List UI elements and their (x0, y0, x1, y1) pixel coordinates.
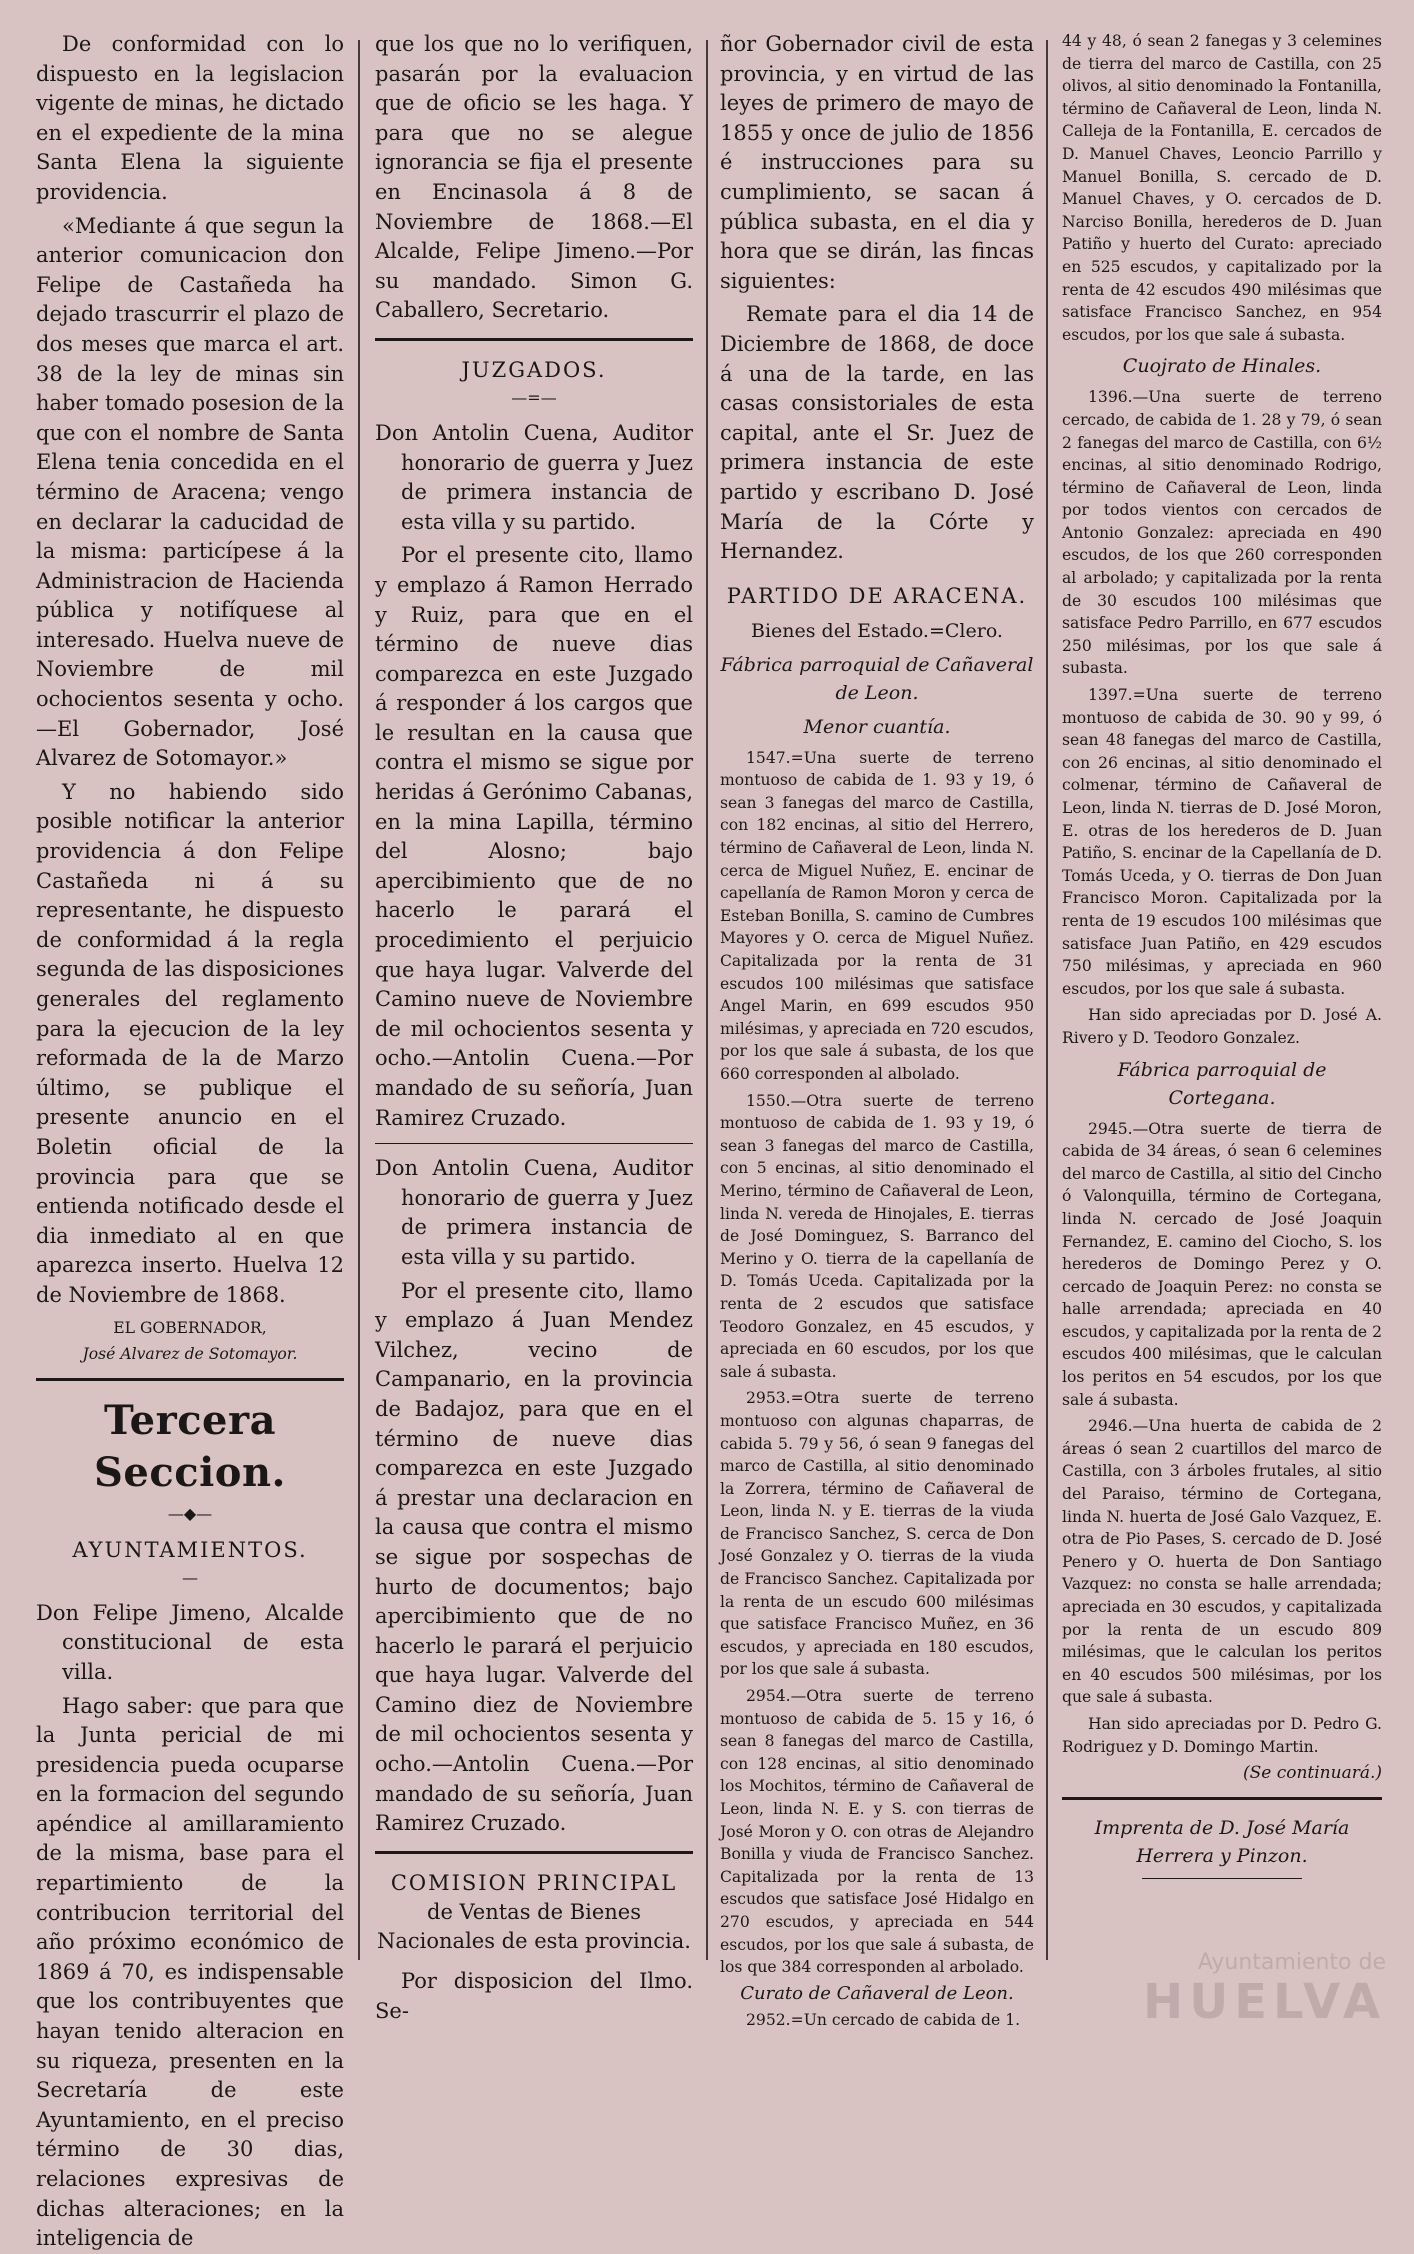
section-divider (375, 1851, 693, 1854)
paragraph: ñor Gobernador civil de esta provincia, y en virtud de las leyes de primero de mayo de 1855 y once de julio de 1856 é instrucciones para su cumplimiento, se sacan á pública subasta, en el dia y hora que se dirán, las fincas siguientes: (720, 32, 1034, 293)
column-4 (1062, 30, 1382, 2040)
section-subheading: AYUNTAMIENTOS. (72, 1537, 308, 1562)
listing-entry: 2952.=Un cercado de cabida de 1. (746, 2011, 1021, 2030)
listing-entry: 2945.—Otra suerte de tierra de cabida de 34 áreas, ó sean 6 celemines del marco de Castilla, al sitio del Cincho ó Valonquilla, término de Cortegana, linda N. cercado de José Joaquin Fernandez, E. camino del Ciocho, S. los herederos de Domingo Perez y O. cercado de Joaquin Perez: no consta se halle arrendada; apreciada en 40 escudos, y capitalizada por la renta de 2 escudos 400 milésimas, que le calculan los peritos en 54 escudos, por los que sale á subasta. (1062, 1119, 1382, 1409)
continuation-note: (Se continuará.) (1242, 1763, 1382, 1784)
divider (1142, 1878, 1302, 1879)
ornament: — (182, 1567, 198, 1587)
paragraph: De conformidad con lo dispuesto en la legislacion vigente de minas, he dictado en el expediente de la mina Santa Elena la siguiente providencia. (36, 32, 344, 204)
section-heading: COMISION PRINCIPAL (390, 1870, 678, 1895)
paragraph: Don Antolin Cuena, Auditor honorario de guerra y Juez de primera instancia de esta villa y su partido. (375, 1156, 693, 1269)
column-3 (720, 30, 1034, 2040)
paragraph: que los que no lo verifiquen, pasarán por la evaluacion que de oficio se les haga. Y para que no se alegue ignorancia se fija el presente en Encinasola á 8 de Noviembre de 1868.—El Alcalde, Felipe Jimeno.—Por su mandado. Simon G. Caballero, Secretario. (375, 32, 693, 323)
paragraph: Remate para el dia 14 de Diciembre de 1868, de doce á una de la tarde, en las casas consistoriales de esta capital, ante el Sr. Juez de primera instancia de este partido y escribano D. José María de la Córte y Hernandez. (720, 302, 1034, 564)
subheading: Cuojrato de Hinales. (1122, 355, 1322, 378)
watermark-logo-text: HUELVA (1143, 1974, 1386, 2030)
subheading: Menor cuantía. (803, 715, 951, 738)
listing-entry: Han sido apreciadas por D. José A. Rivero y D. Teodoro Gonzalez. (1062, 1006, 1382, 1047)
subheading: Fábrica parroquial de Cortegana. (1117, 1058, 1327, 1109)
subheading: Bienes del Estado.=Clero. (751, 619, 1003, 642)
paragraph: Hago saber: que para que la Junta pericial de mi presidencia pueda ocuparse en la formacion del segundo apéndice al amillaramiento de la misma, base para el repartimiento de la contribucion territorial del año próximo económico de 1869 á 70, es indispensable que los contribuyentes que hayan tenido alteracion en su riqueza, presenten en la Secretaría de este Ayuntamiento, en el preciso término de 30 dias, relaciones expresivas de dichas alteraciones; en la inteligencia de (36, 1693, 344, 2251)
listing-entry: 1550.—Otra suerte de terreno montuoso de cabida de 1. 93 y 19, ó sean 3 fanegas del marco de Castilla, con 5 encinas, al sitio denominado el Merino, término de Cañaveral de Leon, linda N. vereda de Hinojales, E. tierras de José Dominguez, S. Barranco del Merino y O. tierra de la capellanía de D. Tomás Uceda. Capitalizada por la renta de 2 escudos que satisface Teodoro Gonzalez, en 45 escudos, y apreciada en 60 escudos, por los que sale á subasta. (720, 1091, 1034, 1381)
ornament: —◆— (167, 1503, 213, 1523)
paragraph: «Mediante á que segun la anterior comunicacion don Felipe de Castañeda ha dejado trascurrir el plazo de dos meses que marca el art. 38 de la ley de minas sin haber tomado posesion de la que con el nombre de Santa Elena tenia concedida en el término de Aracena; vengo en declarar la caducidad de la misma: particípese á la Administracion de Hacienda pública y notifíquese al interesado. Huelva nueve de Noviembre de mil ochocientos sesenta y ocho.—El Gobernador, José Alvarez de Sotomayor.» (36, 213, 344, 771)
subheading: Fábrica parroquial de Cañaveral de Leon. (720, 653, 1034, 704)
column-rule (358, 40, 360, 1960)
section-heading: PARTIDO DE ARACENA. (726, 583, 1028, 608)
paragraph: Don Felipe Jimeno, Alcalde constitucional de esta villa. (36, 1600, 344, 1684)
paragraph: Por el presente cito, llamo y emplazo á Juan Mendez Vilchez, vecino de Campanario, en la provincia de Badajoz, para que en el término de nueve dias comparezca en este Juzgado á prestar una declaracion en la causa que contra el mismo se sigue por sospechas de hurto de documentos; bajo apercibimiento que de no hacerlo le parará el perjuicio que haya lugar. Valverde del Camino diez de Noviembre de mil ochocientos sesenta y ocho.—Antolin Cuena.—Por mandado de su señoría, Juan Ramirez Cruzado. (375, 1278, 693, 1836)
listing-entry: 44 y 48, ó sean 2 fanegas y 3 celemines de tierra del marco de Castilla, con 25 olivos, al sitio denominado la Fontanilla, término de Cañaveral de Leon, linda N. Calleja de la Fontanilla, E. cercados de D. Manuel Chaves, Leoncio Parrillo y Manuel Bonilla, S. cercado de D. Manuel Chaves, y O. cercados de D. Narciso Bonilla, herederos de D. Juan Patiño y huerto del Curato: apreciado en 525 escudos, y capitalizado por la renta de 42 escudos 490 milésimas que satisface Francisco Sanchez, en 954 escudos, por los que sale á subasta. (1062, 32, 1382, 344)
listing-entry: 1547.=Una suerte de terreno montuoso de cabida de 1. 93 y 19, ó sean 3 fanegas del marco de Castilla, con 182 encinas, al sitio del Herrero, término de Cañaveral de Leon, linda N. cerca de Miguel Nuñez, E. encinar de capellanía de Ramon Moron y cerca de Esteban Bonilla, S. camino de Cumbres Mayores y O. cerca de Miguel Nuñez. Capitalizada por la renta de 31 escudos 100 milésimas que satisface Angel Marin, en 699 escudos 950 milésimas, y apreciada en 720 escudos, por los que sale á subasta, de los que 660 corresponden al albolado. (720, 748, 1034, 1083)
section-divider (375, 338, 693, 341)
listing-entry: Han sido apreciadas por D. Pedro G. Rodriguez y D. Domingo Martin. (1062, 1714, 1382, 1756)
listing-entry: 2953.=Otra suerte de terreno montuoso con algunas chaparras, de cabida 5. 79 y 56, ó sean 9 fanegas del marco de Castilla, al sitio denominado la Zorrera, término de Cañaveral de Leon, linda N. y E. tierras de la viuda de Francisco Sanchez, S. cerca de Don José Gonzalez y O. tierras de la viuda de Francisco Sanchez. Capitalizada por la renta de un escudo 600 milésimas que satisface Francisco Muñez, en 36 escudos, y apreciada en 180 escudos, por los que sale á subasta. (720, 1389, 1034, 1679)
section-title: Tercera Seccion. (94, 1396, 286, 1496)
paragraph: Don Antolin Cuena, Auditor honorario de guerra y Juez de primera instancia de esta villa y su partido. (375, 420, 693, 534)
watermark (1056, 1950, 1386, 2028)
listing-entry: 2954.—Otra suerte de terreno montuoso de cabida de 5. 15 y 16, ó sean 8 fanegas del marco de Castilla, con 128 encinas, al sitio denominado los Mochitos, término de Cañaveral de Leon, linda N. E. y S. con tierras de José Moron y O. con otras de Alejandro Bonilla y viuda de Francisco Sanchez. Capitalizada por la renta de 13 escudos que satisface José Hidalgo en 270 escudos, y apreciada en 544 escudos, por los que sale á subasta, de los que 384 corresponden al arbolado. (720, 1687, 1034, 1977)
listing-entry: 2946.—Una huerta de cabida de 2 áreas ó sean 2 cuartillos del marco de Castilla, con 3 árboles frutales, al sitio del Paraiso, término de Cortegana, linda N. huerta de José Galo Vazquez, E. otra de Pio Pases, S. cercado de D. José Penero y O. huerta de Don Santiago Vazquez: no consta se halle arrendada; apreciada en 30 escudos, y capitalizada por la renta de un escudo 809 milésimas, que le calculan los peritos en 40 escudos 500 milésimas, por los que sale á subasta. (1062, 1417, 1382, 1707)
imprint: Herrera y Pinzon. (1136, 1844, 1308, 1867)
paragraph: Y no habiendo sido posible notificar la anterior providencia á don Felipe Castañeda ni á su representante, he dispuesto de conformidad á la regla segunda de las disposiciones generales del reglamento para la ejecucion de la ley reformada de la de Marzo último, se publique el presente anuncio en el Boletin oficial de la provincia para que se entienda notificado desde el dia inmediato al en que aparezca inserto. Huelva 12 de Noviembre de 1868. (36, 779, 344, 1307)
section-divider (36, 1378, 344, 1381)
listing-entry: 1397.=Una suerte de terreno montuoso de cabida de 30. 90 y 99, ó sean 48 fanegas del marco de Castilla, con 26 encinas, al sitio denominado el colmenar, término de Cañaveral de Leon, linda N. tierras de D. José Moron, E. otras de los herederos de D. Juan Patiño, S. encinar de la Capellanía de D. Tomás Uceda, y O. tierras de Don Juan Francisco Moron. Capitalizada por la renta de 19 escudos 100 milésimas que satisface Juan Patiño, en 429 escudos 750 milésimas, y apreciada en 960 escudos, por los que sale á subasta. (1062, 686, 1382, 998)
ornament: —=— (511, 387, 557, 407)
divider (375, 1143, 693, 1144)
column-rule (1046, 40, 1048, 1960)
paragraph: Por el presente cito, llamo y emplazo á Ramon Herrado y Ruiz, para que en el término de nueve dias comparezca en este Juzgado á responder á los cargos que le resultan en la causa que contra el mismo se sigue por heridas á Gerónimo Cabanas, en la mina Lapilla, término del Alosno; bajo apercibimiento que de no hacerlo le parará el procedimiento el perjuicio que haya lugar. Valverde del Camino nueve de Noviembre de mil ochocientos sesenta y ocho.—Antolin Cuena.—Por mandado de su señoría, Juan Ramirez Cruzado. (375, 543, 693, 1130)
listing-entry: 1396.—Una suerte de terreno cercado, de cabida de 1. 28 y 79, ó sean 2 fanegas del marco de Castilla, con 6½ encinas, al sitio denominado Rodrigo, término de Cañaveral de Leon, linda por todos vientos con cercados de Antonio Gonzalez: apreciada en 490 escudos, de los que 260 corresponden al arbolado; y capitalizada por la renta de 30 escudos 100 milésimas que satisface Pedro Parrillo, en 677 escudos 250 milésimas, por los que sale á subasta. (1062, 388, 1382, 678)
signature-title: EL GOBERNADOR, (113, 1318, 267, 1337)
signature-name: José Alvarez de Sotomayor. (82, 1345, 298, 1364)
section-divider (1062, 1797, 1382, 1800)
section-heading: JUZGADOS. (461, 357, 607, 382)
watermark-top: Ayuntamiento de (1197, 1950, 1386, 1975)
subheading: Curato de Cañaveral de Leon. (740, 1982, 1014, 2004)
column-2 (375, 30, 693, 2040)
section-subheading: de Ventas de Bienes Nacionales de esta provincia. (377, 1899, 691, 1954)
column-1 (36, 30, 344, 2251)
imprint: Imprenta de D. José María (1094, 1816, 1350, 1839)
paragraph: Por disposicion del Ilmo. Se- (375, 1969, 693, 2023)
column-rule (706, 40, 708, 1960)
